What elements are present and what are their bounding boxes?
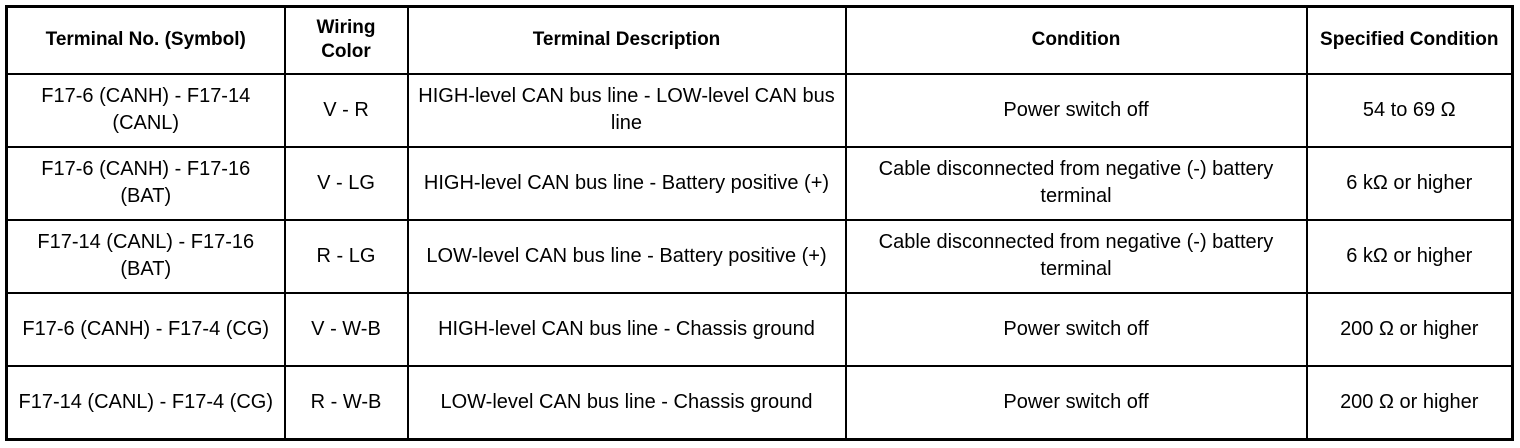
cell-wiring-color: V - W-B <box>285 293 408 366</box>
cell-terminal: F17-6 (CANH) - F17-4 (CG) <box>7 293 285 366</box>
cell-terminal: F17-14 (CANL) - F17-16 (BAT) <box>7 220 285 293</box>
cell-wiring-color: V - R <box>285 74 408 147</box>
cell-condition: Cable disconnected from negative (-) battery terminal <box>846 220 1307 293</box>
cell-description: HIGH-level CAN bus line - Battery positive (+) <box>408 147 846 220</box>
spec-table-container <box>5 5 1511 441</box>
table-row <box>7 147 1513 220</box>
cell-terminal: F17-6 (CANH) - F17-16 (BAT) <box>7 147 285 220</box>
cell-description: LOW-level CAN bus line - Battery positive (+) <box>408 220 846 293</box>
cell-condition: Cable disconnected from negative (-) battery terminal <box>846 147 1307 220</box>
cell-condition: Power switch off <box>846 74 1307 147</box>
cell-description: HIGH-level CAN bus line - Chassis ground <box>408 293 846 366</box>
table-row <box>7 366 1513 439</box>
header-specified-condition: Specified Condition <box>1307 7 1513 74</box>
cell-specified: 6 kΩ or higher <box>1307 220 1513 293</box>
cell-specified: 54 to 69 Ω <box>1307 74 1513 147</box>
cell-specified: 200 Ω or higher <box>1307 366 1513 439</box>
cell-description: HIGH-level CAN bus line - LOW-level CAN bus line <box>408 74 846 147</box>
cell-description: LOW-level CAN bus line - Chassis ground <box>408 366 846 439</box>
cell-specified: 6 kΩ or higher <box>1307 147 1513 220</box>
cell-wiring-color: R - W-B <box>285 366 408 439</box>
header-terminal: Terminal No. (Symbol) <box>7 7 285 74</box>
cell-wiring-color: V - LG <box>285 147 408 220</box>
header-row <box>7 7 1513 74</box>
cell-specified: 200 Ω or higher <box>1307 293 1513 366</box>
cell-condition: Power switch off <box>846 366 1307 439</box>
header-condition: Condition <box>846 7 1307 74</box>
cell-wiring-color: R - LG <box>285 220 408 293</box>
table-row <box>7 74 1513 147</box>
table-row <box>7 293 1513 366</box>
cell-terminal: F17-6 (CANH) - F17-14 (CANL) <box>7 74 285 147</box>
header-wiring-color: Wiring Color <box>285 7 408 74</box>
cell-terminal: F17-14 (CANL) - F17-4 (CG) <box>7 366 285 439</box>
header-terminal-description: Terminal Description <box>408 7 846 74</box>
terminal-spec-table <box>5 5 1514 441</box>
table-row <box>7 220 1513 293</box>
cell-condition: Power switch off <box>846 293 1307 366</box>
